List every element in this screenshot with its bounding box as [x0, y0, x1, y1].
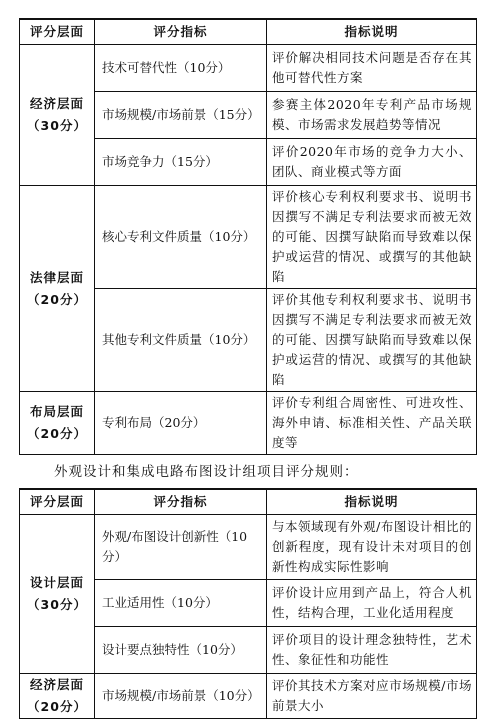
level-score: （20分）	[27, 291, 87, 307]
level-cell-economic	[20, 674, 95, 719]
scoring-table-invention	[19, 18, 477, 455]
header-criterion: 评分指标	[95, 19, 267, 45]
criterion-cell: 技术可替代性（10分）	[95, 45, 267, 92]
criterion-cell: 市场竞争力（15分）	[95, 139, 267, 186]
level-name: 经济层面	[29, 96, 84, 111]
header-level: 评分层面	[20, 19, 95, 45]
level-name: 设计层面	[29, 575, 84, 590]
header-description: 指标说明	[267, 19, 477, 45]
description-cell: 评价设计应用到产品上，符合人机性，结构合理，工业化适用程度	[267, 580, 477, 627]
criterion-cell: 市场规模/市场前景（10分）	[95, 674, 267, 719]
description-cell: 参赛主体2020年专利产品市场规模、市场需求发展趋势等情况	[267, 92, 477, 139]
level-score: （30分）	[27, 118, 87, 133]
header-criterion: 评分指标	[95, 489, 267, 515]
header-level: 评分层面	[20, 489, 95, 515]
criterion-cell: 核心专利文件质量（10分）	[95, 186, 267, 289]
level-score: （30分）	[27, 597, 87, 612]
criterion-cell: 其他专利文件质量（10分）	[95, 289, 267, 392]
level-cell-design	[20, 515, 95, 674]
level-score: （20分）	[27, 426, 87, 441]
description-cell: 评价专利组合周密性、可进攻性、海外申请、标准相关性、产品关联度等	[267, 392, 477, 455]
criterion-cell: 专利布局（20分）	[95, 392, 267, 455]
table-row	[20, 186, 477, 289]
scoring-table-design	[19, 488, 477, 719]
description-cell: 评价其他专利权利要求书、说明书因撰写不满足专利法要求而被无效的可能、因撰写缺陷而导致难以保护或运营的情况、或撰写的其他缺陷	[267, 289, 477, 392]
criterion-cell: 市场规模/市场前景（15分）	[95, 92, 267, 139]
criterion-cell: 工业适用性（10分）	[95, 580, 267, 627]
table-header-row	[20, 19, 477, 45]
description-cell: 与本领域现有外观/布图设计相比的创新程度，现有设计未对项目的创新性构成实际性影响	[267, 515, 477, 580]
header-description: 指标说明	[267, 489, 477, 515]
description-cell: 评价核心专利权利要求书、说明书因撰写不满足专利法要求而被无效的可能、因撰写缺陷而导致难以保护或运营的情况、或撰写的其他缺陷	[267, 186, 477, 289]
criterion-cell: 外观/布图设计创新性（10分）	[95, 515, 267, 580]
criterion-cell: 设计要点独特性（10分）	[95, 627, 267, 674]
level-cell-layout	[20, 392, 95, 455]
description-cell: 评价项目的设计理念独特性，艺术性、象征性和功能性	[267, 627, 477, 674]
level-name: 经济层面	[29, 677, 84, 692]
level-name: 法律层面	[29, 269, 84, 285]
table-header-row	[20, 489, 477, 515]
level-name: 布局层面	[29, 404, 84, 419]
description-cell: 评价2020年市场的竞争力大小、团队、商业模式等方面	[267, 139, 477, 186]
table-row	[20, 515, 477, 580]
level-score: （20分）	[27, 699, 87, 714]
description-cell: 评价其技术方案对应市场规模/市场前景大小	[267, 674, 477, 719]
table-row	[20, 45, 477, 92]
level-cell-legal	[20, 186, 95, 392]
description-cell: 评价解决相同技术问题是否存在其他可替代性方案	[267, 45, 477, 92]
level-cell-economic	[20, 45, 95, 186]
table-row	[20, 392, 477, 455]
section-caption: 外观设计和集成电路布图设计组项目评分规则：	[54, 464, 359, 480]
table-row	[20, 674, 477, 719]
